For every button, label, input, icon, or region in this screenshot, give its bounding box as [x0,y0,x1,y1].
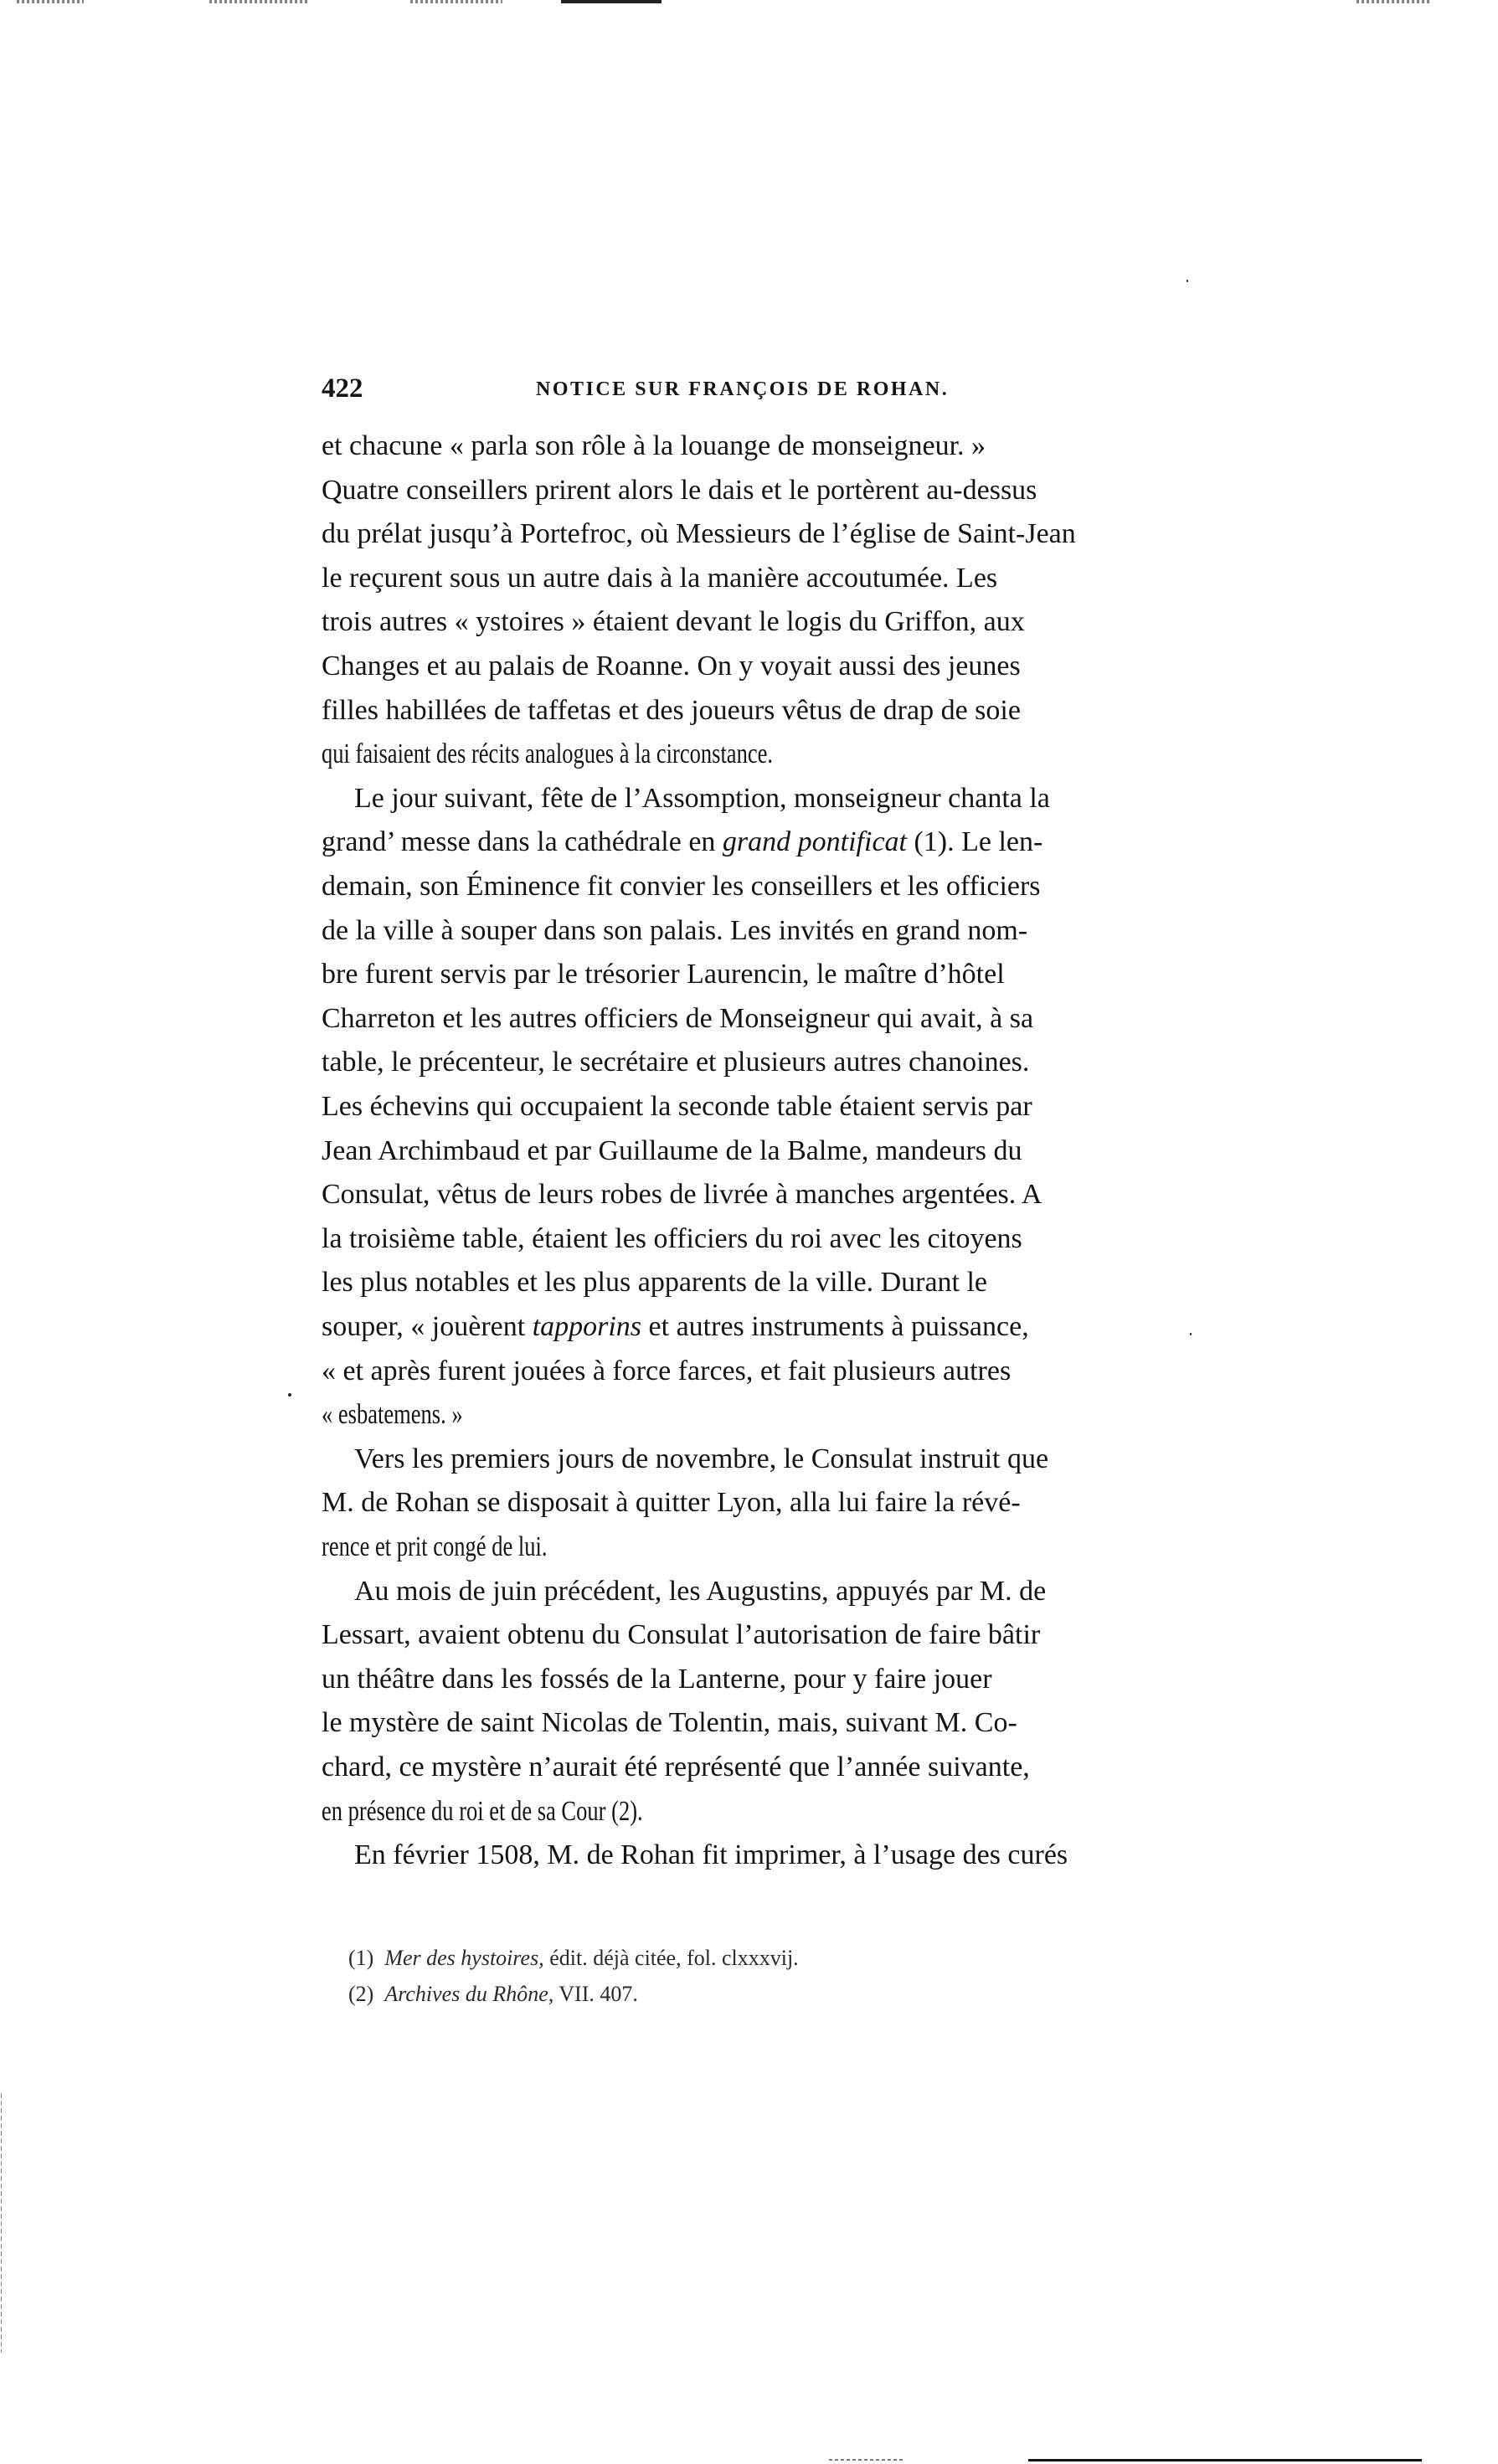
line-text: de la ville à souper dans son palais. Les invités en grand nom- [322,914,1028,946]
text-line [322,1618,1040,1652]
text-line [322,474,1037,507]
line-text: le reçurent sous un autre dais à la manière accoutumée. Les [322,562,998,594]
italic-term: grand pontificat [722,826,907,858]
line-text: rence et prit congé de lui. [322,1531,548,1562]
running-head [322,373,1224,404]
line-text [322,1310,1029,1344]
footnote [348,1982,638,2007]
text-line [322,738,900,771]
footnote-marker: (2) [348,1982,385,2006]
line-text [322,826,1042,859]
text-line [322,870,1041,903]
line-text: qui faisaient des récits analogues à la circonstance. [322,738,774,770]
text-line [322,1090,1032,1124]
ink-speck [1190,1333,1192,1335]
footnote-text [348,1946,799,1971]
paragraph-first-line [354,782,1050,815]
text-line [322,1002,1033,1036]
ink-speck [1187,280,1188,282]
text-line [322,1178,1042,1211]
text-line [322,958,1005,991]
line-text: Le jour suivant, fête de l’Assomption, monseigneur chanta la [354,782,1050,814]
line-text: trois autres « ystoires » étaient devant le logis du Griffon, aux [322,606,1025,638]
text-line [322,914,1027,948]
text-line [322,1706,1017,1740]
text-line [322,1046,1029,1079]
text-line [322,517,1076,551]
text-line [322,1398,502,1432]
line-text: du prélat jusqu’à Portefroc, où Messieurs de l’église de Saint-Jean [322,518,1076,550]
line-text: demain, son Éminence fit convier les conseillers et les officiers [322,871,1041,902]
running-title: NOTICE SUR FRANÇOIS DE ROHAN. [536,378,950,400]
footnote-source-title: Archives du Rhône, [384,1982,554,2006]
text-run: grand’ messe dans la cathédrale en [322,826,723,858]
text-line [322,1310,1029,1344]
footnote-reference: VII. 407. [553,1982,638,2006]
text-line [322,1355,1011,1388]
scan-artifact-bottom [1028,2459,1422,2461]
paragraph-first-line [354,1575,1046,1608]
text-line [322,1222,1022,1256]
scan-artifact-bottom [829,2459,904,2461]
line-text: filles habillées de taffetas et des joueurs vêtus de drap de soie [322,694,1021,726]
scan-artifact-top [209,0,310,3]
paragraph-first-line [354,1443,1048,1476]
line-text: En février 1508, M. de Rohan fit imprimer, à l’usage des curés [354,1839,1068,1871]
line-text: table, le précenteur, le secrétaire et plusieurs autres chanoines. [322,1047,1030,1078]
line-text: « esbatemens. » [322,1399,463,1431]
scan-artifact-top [410,0,502,3]
line-text: Charreton et les autres officiers de Monseigneur qui avait, à sa [322,1002,1034,1034]
line-text: M. de Rohan se disposait à quitter Lyon, alla lui faire la révé- [322,1487,1021,1519]
line-text: et chacune « parla son rôle à la louange de monseigneur. » [322,430,986,461]
line-text: en présence du roi et de sa Cour (2). [322,1795,643,1827]
text-line [322,562,997,595]
page-number: 422 [322,373,363,404]
text-line [322,1663,992,1696]
line-text: bre furent servis par le trésorier Laurencin, le maître d’hôtel [322,959,1005,990]
text-line [322,430,986,463]
paragraph-first-line [354,1839,1068,1872]
line-text: Quatre conseillers prirent alors le dais et le portèrent au-dessus [322,474,1037,506]
line-text: la troisième table, étaient les officiers du roi avec les citoyens [322,1222,1022,1254]
line-text: le mystère de saint Nicolas de Tolentin, mais, suivant M. Co- [322,1707,1017,1739]
line-text: Jean Archimbaud et par Guillaume de la Balme, mandeurs du [322,1134,1022,1166]
italic-term: tapporins [532,1311,642,1342]
text-line [322,1530,611,1564]
text-line [322,1486,1021,1520]
footnote-reference: édit. déjà citée, fol. clxxxvij. [543,1946,799,1970]
line-text: un théâtre dans les fossés de la Lanterne, pour y faire jouer [322,1663,992,1695]
scan-artifact-left-edge [1,2093,2,2353]
text-run: (1). Le len- [906,826,1043,858]
text-line [322,826,1042,859]
footnote-text [348,1982,638,2007]
line-text: Changes et au palais de Roanne. On y voyait aussi des jeunes [322,651,1021,682]
line-text: Au mois de juin précédent, les Augustins, appuyés par M. de [354,1575,1047,1607]
scan-artifact-top [1356,0,1432,3]
line-text: Vers les premiers jours de novembre, le Consulat instruit que [354,1443,1049,1474]
footnote-marker: (1) [348,1946,385,1970]
footnote [348,1946,799,1971]
text-line [322,605,1025,639]
text-line [322,650,1021,683]
scan-artifact-top [561,0,661,3]
line-text: les plus notables et les plus apparents de la ville. Durant le [322,1267,988,1299]
text-line [322,1266,987,1299]
text-line [322,1751,1030,1784]
scan-artifact-top [17,0,84,3]
line-text: Consulat, vêtus de leurs robes de livrée à manches argentées. A [322,1179,1042,1211]
text-line [322,1795,734,1829]
text-line [322,1134,1022,1168]
text-run: et autres instruments à puissance, [641,1311,1029,1342]
footnote-source-title: Mer des hystoires, [384,1946,544,1970]
ink-speck [288,1393,291,1397]
text-line [322,694,1021,728]
line-text: « et après furent jouées à force farces, et fait plusieurs autres [322,1355,1012,1386]
text-run: souper, « jouèrent [322,1311,533,1342]
line-text: Lessart, avaient obtenu du Consulat l’autorisation de faire bâtir [322,1619,1041,1651]
line-text: Les échevins qui occupaient la seconde table étaient servis par [322,1091,1032,1122]
line-text: chard, ce mystère n’aurait été représenté que l’année suivante, [322,1752,1030,1782]
